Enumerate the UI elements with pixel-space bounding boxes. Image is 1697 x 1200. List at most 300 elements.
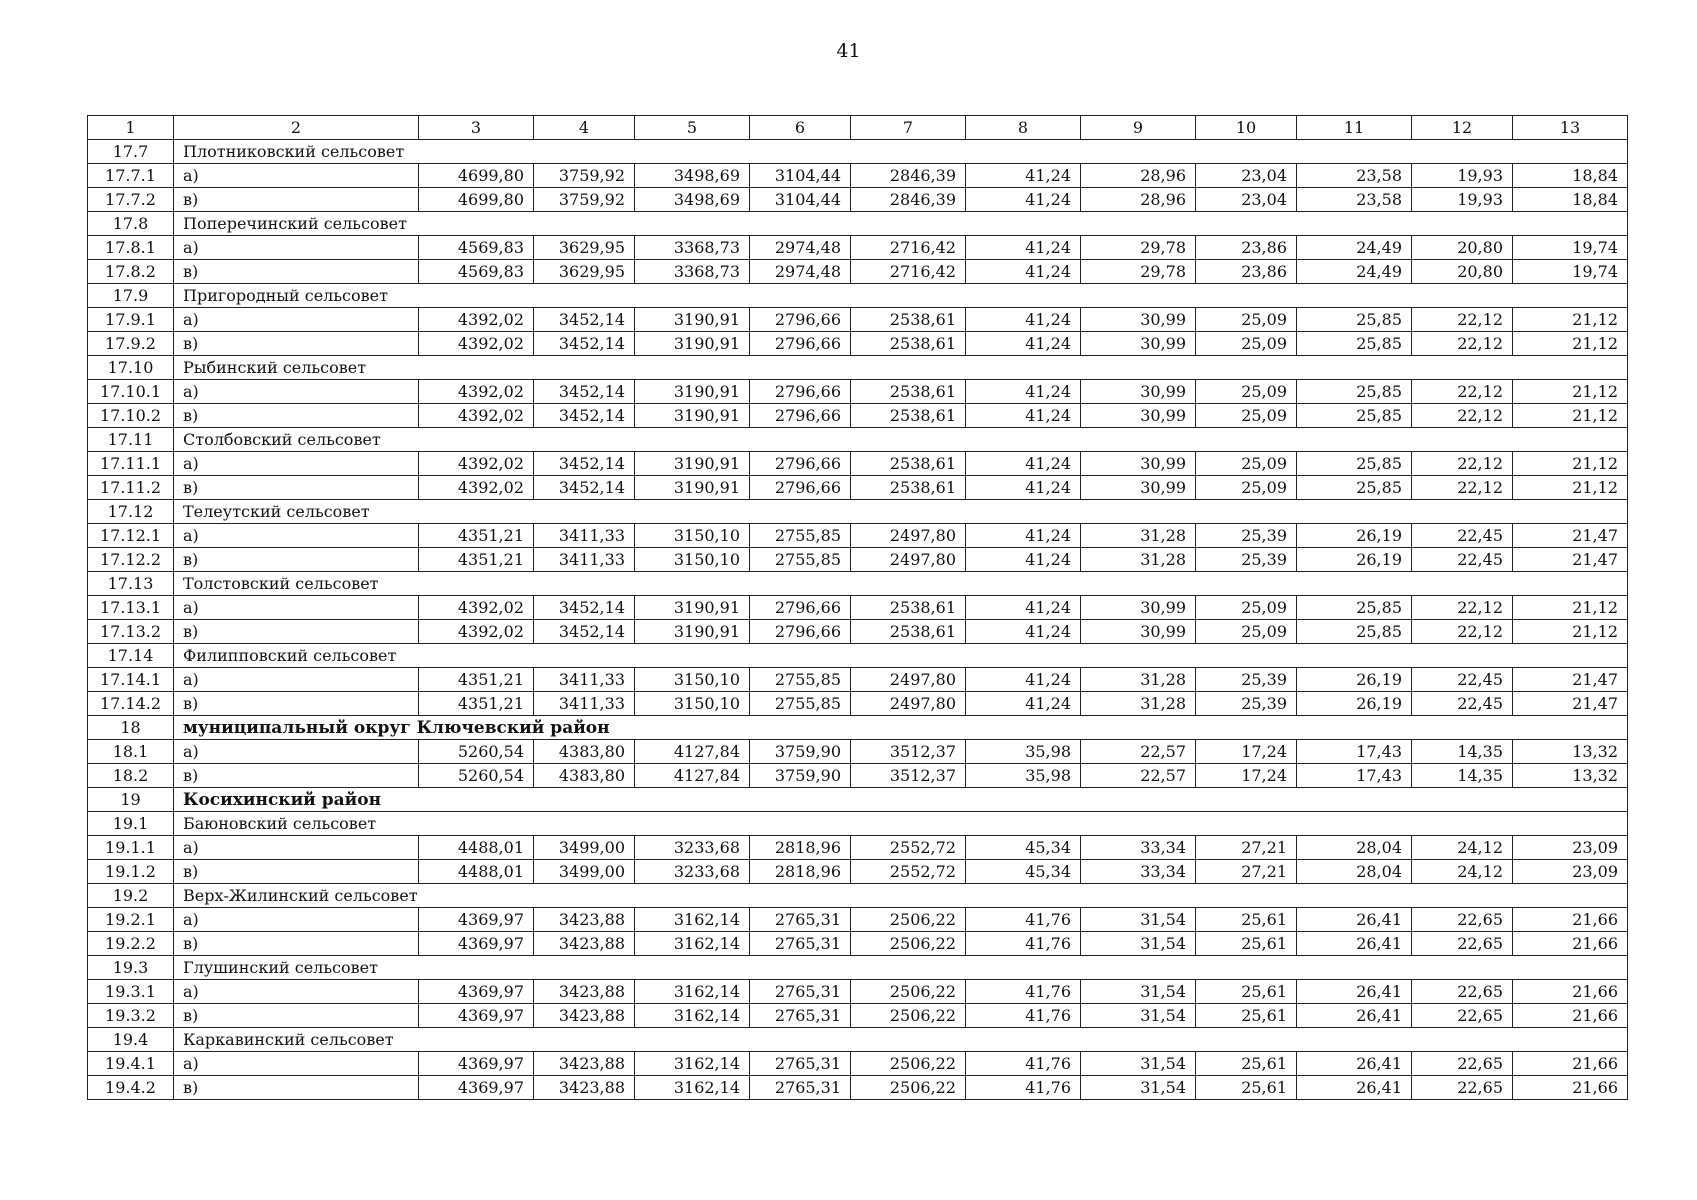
value-cell: 22,65 (1412, 908, 1513, 932)
value-cell: 24,49 (1297, 236, 1412, 260)
value-cell: 31,54 (1081, 1052, 1196, 1076)
value-cell: 41,76 (966, 1076, 1081, 1100)
value-cell: 3190,91 (635, 332, 750, 356)
row-label: а) (174, 740, 419, 764)
value-cell: 30,99 (1081, 332, 1196, 356)
row-label: в) (174, 476, 419, 500)
value-cell: 30,99 (1081, 404, 1196, 428)
value-cell: 25,39 (1196, 548, 1297, 572)
section-name: Верх-Жилинский сельсовет (174, 884, 419, 908)
row-label: а) (174, 380, 419, 404)
section-code: 17.14 (88, 644, 174, 668)
value-cell: 35,98 (966, 764, 1081, 788)
row-code: 17.7.1 (88, 164, 174, 188)
value-cell: 26,19 (1297, 668, 1412, 692)
value-cell: 3759,92 (534, 164, 635, 188)
value-cell: 3162,14 (635, 1052, 750, 1076)
header-cell: 10 (1196, 116, 1297, 140)
value-cell: 22,12 (1412, 596, 1513, 620)
value-cell: 2818,96 (750, 860, 851, 884)
value-cell: 2506,22 (851, 1052, 966, 1076)
value-cell: 26,19 (1297, 548, 1412, 572)
value-cell: 13,32 (1513, 764, 1628, 788)
value-cell: 41,24 (966, 164, 1081, 188)
value-cell: 22,65 (1412, 1004, 1513, 1028)
header-cell: 7 (851, 116, 966, 140)
value-cell: 3190,91 (635, 404, 750, 428)
value-cell: 2765,31 (750, 1076, 851, 1100)
value-cell: 3452,14 (534, 404, 635, 428)
tariff-table (87, 115, 1628, 1100)
value-cell: 4569,83 (419, 236, 534, 260)
section-name: Толстовский сельсовет (174, 572, 419, 596)
value-cell: 41,24 (966, 260, 1081, 284)
value-cell: 31,28 (1081, 548, 1196, 572)
row-code: 17.8.2 (88, 260, 174, 284)
value-cell: 21,47 (1513, 692, 1628, 716)
table-row (88, 188, 1628, 212)
value-cell: 3150,10 (635, 524, 750, 548)
value-cell: 2755,85 (750, 668, 851, 692)
table-row (88, 740, 1628, 764)
value-cell: 25,09 (1196, 308, 1297, 332)
value-cell: 2755,85 (750, 548, 851, 572)
value-cell: 21,12 (1513, 404, 1628, 428)
section-empty-cell (419, 956, 1628, 980)
value-cell: 3150,10 (635, 692, 750, 716)
value-cell: 2765,31 (750, 932, 851, 956)
section-name: Столбовский сельсовет (174, 428, 419, 452)
section-row (88, 1028, 1628, 1052)
value-cell: 4569,83 (419, 260, 534, 284)
value-cell: 21,47 (1513, 548, 1628, 572)
row-label: в) (174, 620, 419, 644)
row-code: 19.1.1 (88, 836, 174, 860)
value-cell: 26,19 (1297, 524, 1412, 548)
value-cell: 21,66 (1513, 980, 1628, 1004)
value-cell: 3452,14 (534, 620, 635, 644)
value-cell: 4392,02 (419, 308, 534, 332)
value-cell: 22,12 (1412, 404, 1513, 428)
section-code: 19 (88, 788, 174, 812)
row-code: 19.3.1 (88, 980, 174, 1004)
value-cell: 41,24 (966, 548, 1081, 572)
row-label: а) (174, 1052, 419, 1076)
value-cell: 22,57 (1081, 740, 1196, 764)
value-cell: 21,12 (1513, 620, 1628, 644)
table-row (88, 764, 1628, 788)
value-cell: 22,12 (1412, 620, 1513, 644)
header-cell: 2 (174, 116, 419, 140)
value-cell: 23,86 (1196, 260, 1297, 284)
value-cell: 3423,88 (534, 932, 635, 956)
section-row (88, 428, 1628, 452)
value-cell: 24,49 (1297, 260, 1412, 284)
value-cell: 3423,88 (534, 908, 635, 932)
table-row (88, 668, 1628, 692)
value-cell: 41,76 (966, 1004, 1081, 1028)
value-cell: 3190,91 (635, 380, 750, 404)
value-cell: 4351,21 (419, 692, 534, 716)
table-row (88, 860, 1628, 884)
row-code: 19.4.1 (88, 1052, 174, 1076)
row-label: в) (174, 860, 419, 884)
table-row (88, 164, 1628, 188)
row-code: 17.9.2 (88, 332, 174, 356)
value-cell: 2796,66 (750, 308, 851, 332)
section-name: Рыбинский сельсовет (174, 356, 419, 380)
value-cell: 2974,48 (750, 260, 851, 284)
row-label: а) (174, 236, 419, 260)
value-cell: 25,85 (1297, 452, 1412, 476)
table-row (88, 1052, 1628, 1076)
value-cell: 30,99 (1081, 620, 1196, 644)
value-cell: 3759,90 (750, 764, 851, 788)
value-cell: 2716,42 (851, 236, 966, 260)
row-code: 17.8.1 (88, 236, 174, 260)
page-number: 41 (836, 40, 861, 62)
value-cell: 3162,14 (635, 980, 750, 1004)
section-name: Баюновский сельсовет (174, 812, 419, 836)
section-code: 17.7 (88, 140, 174, 164)
value-cell: 4369,97 (419, 980, 534, 1004)
table-row (88, 332, 1628, 356)
section-row (88, 716, 1628, 740)
value-cell: 41,24 (966, 404, 1081, 428)
value-cell: 4383,80 (534, 740, 635, 764)
value-cell: 2552,72 (851, 836, 966, 860)
value-cell: 14,35 (1412, 740, 1513, 764)
value-cell: 22,12 (1412, 308, 1513, 332)
value-cell: 31,54 (1081, 932, 1196, 956)
header-cell: 12 (1412, 116, 1513, 140)
table-row (88, 404, 1628, 428)
value-cell: 24,12 (1412, 836, 1513, 860)
value-cell: 21,66 (1513, 908, 1628, 932)
value-cell: 4699,80 (419, 164, 534, 188)
value-cell: 22,45 (1412, 548, 1513, 572)
value-cell: 3150,10 (635, 668, 750, 692)
value-cell: 3512,37 (851, 764, 966, 788)
value-cell: 2497,80 (851, 524, 966, 548)
section-empty-cell (419, 1028, 1628, 1052)
row-code: 17.7.2 (88, 188, 174, 212)
table-row (88, 692, 1628, 716)
row-code: 19.2.1 (88, 908, 174, 932)
value-cell: 22,57 (1081, 764, 1196, 788)
value-cell: 3629,95 (534, 236, 635, 260)
value-cell: 3233,68 (635, 836, 750, 860)
section-code: 17.11 (88, 428, 174, 452)
value-cell: 4392,02 (419, 404, 534, 428)
value-cell: 4127,84 (635, 764, 750, 788)
row-code: 18.1 (88, 740, 174, 764)
table-row (88, 908, 1628, 932)
value-cell: 5260,54 (419, 740, 534, 764)
value-cell: 3190,91 (635, 476, 750, 500)
value-cell: 17,43 (1297, 740, 1412, 764)
value-cell: 2818,96 (750, 836, 851, 860)
section-empty-cell (419, 284, 1628, 308)
value-cell: 19,93 (1412, 164, 1513, 188)
value-cell: 28,96 (1081, 164, 1196, 188)
value-cell: 41,24 (966, 596, 1081, 620)
value-cell: 27,21 (1196, 860, 1297, 884)
value-cell: 4392,02 (419, 476, 534, 500)
value-cell: 3423,88 (534, 1076, 635, 1100)
row-label: в) (174, 932, 419, 956)
value-cell: 2765,31 (750, 1004, 851, 1028)
value-cell: 25,85 (1297, 596, 1412, 620)
table-row (88, 836, 1628, 860)
header-cell: 8 (966, 116, 1081, 140)
section-empty-cell (419, 644, 1628, 668)
value-cell: 21,12 (1513, 476, 1628, 500)
value-cell: 3190,91 (635, 452, 750, 476)
section-row (88, 500, 1628, 524)
value-cell: 3190,91 (635, 308, 750, 332)
section-name: муниципальный округ Ключевский район (174, 716, 419, 740)
value-cell: 22,65 (1412, 932, 1513, 956)
value-cell: 2796,66 (750, 596, 851, 620)
value-cell: 25,09 (1196, 332, 1297, 356)
value-cell: 22,12 (1412, 452, 1513, 476)
value-cell: 41,24 (966, 524, 1081, 548)
value-cell: 3411,33 (534, 692, 635, 716)
value-cell: 3150,10 (635, 548, 750, 572)
value-cell: 21,66 (1513, 1004, 1628, 1028)
table-row (88, 980, 1628, 1004)
section-empty-cell (419, 812, 1628, 836)
value-cell: 31,54 (1081, 1004, 1196, 1028)
row-label: а) (174, 980, 419, 1004)
value-cell: 23,04 (1196, 188, 1297, 212)
section-row (88, 884, 1628, 908)
value-cell: 4383,80 (534, 764, 635, 788)
value-cell: 25,09 (1196, 404, 1297, 428)
table-row (88, 596, 1628, 620)
value-cell: 4392,02 (419, 620, 534, 644)
table-row (88, 260, 1628, 284)
value-cell: 3411,33 (534, 668, 635, 692)
value-cell: 25,85 (1297, 620, 1412, 644)
value-cell: 3162,14 (635, 1004, 750, 1028)
value-cell: 2506,22 (851, 980, 966, 1004)
row-label: в) (174, 332, 419, 356)
value-cell: 4351,21 (419, 524, 534, 548)
row-label: а) (174, 308, 419, 332)
value-cell: 3368,73 (635, 236, 750, 260)
value-cell: 3499,00 (534, 836, 635, 860)
value-cell: 28,04 (1297, 860, 1412, 884)
value-cell: 25,39 (1196, 524, 1297, 548)
value-cell: 25,09 (1196, 380, 1297, 404)
value-cell: 17,24 (1196, 764, 1297, 788)
value-cell: 31,54 (1081, 908, 1196, 932)
row-label: в) (174, 404, 419, 428)
value-cell: 26,41 (1297, 1052, 1412, 1076)
row-label: в) (174, 188, 419, 212)
value-cell: 26,41 (1297, 1076, 1412, 1100)
value-cell: 3162,14 (635, 1076, 750, 1100)
section-code: 17.8 (88, 212, 174, 236)
value-cell: 3759,90 (750, 740, 851, 764)
value-cell: 41,76 (966, 980, 1081, 1004)
section-name: Глушинский сельсовет (174, 956, 419, 980)
value-cell: 26,41 (1297, 908, 1412, 932)
value-cell: 33,34 (1081, 836, 1196, 860)
row-code: 17.13.1 (88, 596, 174, 620)
section-code: 18 (88, 716, 174, 740)
value-cell: 3368,73 (635, 260, 750, 284)
value-cell: 2796,66 (750, 452, 851, 476)
value-cell: 4127,84 (635, 740, 750, 764)
value-cell: 2552,72 (851, 860, 966, 884)
value-cell: 4351,21 (419, 548, 534, 572)
table-row (88, 476, 1628, 500)
table-body (88, 116, 1628, 1100)
value-cell: 19,74 (1513, 236, 1628, 260)
value-cell: 25,09 (1196, 476, 1297, 500)
section-row (88, 140, 1628, 164)
value-cell: 21,12 (1513, 332, 1628, 356)
value-cell: 22,65 (1412, 980, 1513, 1004)
section-name: Каркавинский сельсовет (174, 1028, 419, 1052)
value-cell: 26,41 (1297, 932, 1412, 956)
value-cell: 41,24 (966, 668, 1081, 692)
value-cell: 28,96 (1081, 188, 1196, 212)
section-empty-cell (419, 884, 1628, 908)
value-cell: 31,28 (1081, 524, 1196, 548)
value-cell: 19,93 (1412, 188, 1513, 212)
section-code: 19.2 (88, 884, 174, 908)
value-cell: 23,58 (1297, 164, 1412, 188)
value-cell: 25,85 (1297, 476, 1412, 500)
header-cell: 4 (534, 116, 635, 140)
row-code: 17.11.2 (88, 476, 174, 500)
value-cell: 25,85 (1297, 380, 1412, 404)
value-cell: 41,76 (966, 932, 1081, 956)
row-code: 17.10.1 (88, 380, 174, 404)
value-cell: 4699,80 (419, 188, 534, 212)
value-cell: 3499,00 (534, 860, 635, 884)
value-cell: 22,65 (1412, 1076, 1513, 1100)
section-row (88, 212, 1628, 236)
value-cell: 26,19 (1297, 692, 1412, 716)
table-row (88, 524, 1628, 548)
value-cell: 3411,33 (534, 548, 635, 572)
value-cell: 22,65 (1412, 1052, 1513, 1076)
section-row (88, 572, 1628, 596)
value-cell: 4369,97 (419, 1076, 534, 1100)
value-cell: 41,24 (966, 692, 1081, 716)
value-cell: 3104,44 (750, 164, 851, 188)
table-row (88, 236, 1628, 260)
value-cell: 21,12 (1513, 308, 1628, 332)
value-cell: 41,24 (966, 332, 1081, 356)
header-cell: 1 (88, 116, 174, 140)
value-cell: 4351,21 (419, 668, 534, 692)
value-cell: 3233,68 (635, 860, 750, 884)
value-cell: 21,47 (1513, 524, 1628, 548)
section-row (88, 956, 1628, 980)
section-name: Косихинский район (174, 788, 419, 812)
value-cell: 3423,88 (534, 1052, 635, 1076)
row-label: а) (174, 668, 419, 692)
row-label: а) (174, 524, 419, 548)
table-row (88, 1076, 1628, 1100)
table-row (88, 932, 1628, 956)
value-cell: 22,45 (1412, 668, 1513, 692)
value-cell: 13,32 (1513, 740, 1628, 764)
value-cell: 3423,88 (534, 980, 635, 1004)
table-row (88, 548, 1628, 572)
section-code: 17.13 (88, 572, 174, 596)
section-name: Пригородный сельсовет (174, 284, 419, 308)
value-cell: 25,61 (1196, 908, 1297, 932)
value-cell: 2497,80 (851, 548, 966, 572)
value-cell: 21,66 (1513, 1052, 1628, 1076)
value-cell: 4369,97 (419, 908, 534, 932)
value-cell: 2796,66 (750, 476, 851, 500)
table-row (88, 308, 1628, 332)
table-row (88, 620, 1628, 644)
row-code: 19.3.2 (88, 1004, 174, 1028)
row-label: а) (174, 596, 419, 620)
section-empty-cell (419, 356, 1628, 380)
section-name: Плотниковский сельсовет (174, 140, 419, 164)
value-cell: 30,99 (1081, 308, 1196, 332)
value-cell: 23,58 (1297, 188, 1412, 212)
value-cell: 3104,44 (750, 188, 851, 212)
row-label: а) (174, 908, 419, 932)
section-name: Поперечинский сельсовет (174, 212, 419, 236)
value-cell: 26,41 (1297, 1004, 1412, 1028)
row-label: а) (174, 164, 419, 188)
value-cell: 2796,66 (750, 332, 851, 356)
row-code: 18.2 (88, 764, 174, 788)
section-code: 19.4 (88, 1028, 174, 1052)
header-cell: 5 (635, 116, 750, 140)
value-cell: 20,80 (1412, 236, 1513, 260)
section-row (88, 788, 1628, 812)
row-label: в) (174, 548, 419, 572)
value-cell: 25,61 (1196, 1076, 1297, 1100)
value-cell: 3411,33 (534, 524, 635, 548)
value-cell: 25,85 (1297, 332, 1412, 356)
value-cell: 3452,14 (534, 332, 635, 356)
value-cell: 3190,91 (635, 596, 750, 620)
value-cell: 4392,02 (419, 452, 534, 476)
value-cell: 26,41 (1297, 980, 1412, 1004)
value-cell: 2538,61 (851, 620, 966, 644)
value-cell: 4369,97 (419, 932, 534, 956)
value-cell: 25,61 (1196, 1052, 1297, 1076)
row-code: 17.14.1 (88, 668, 174, 692)
value-cell: 30,99 (1081, 476, 1196, 500)
value-cell: 2538,61 (851, 596, 966, 620)
value-cell: 31,54 (1081, 980, 1196, 1004)
value-cell: 2796,66 (750, 620, 851, 644)
value-cell: 31,28 (1081, 692, 1196, 716)
value-cell: 24,12 (1412, 860, 1513, 884)
value-cell: 2755,85 (750, 692, 851, 716)
section-name: Телеутский сельсовет (174, 500, 419, 524)
value-cell: 2538,61 (851, 476, 966, 500)
value-cell: 21,66 (1513, 932, 1628, 956)
table-header-row (88, 116, 1628, 140)
header-cell: 11 (1297, 116, 1412, 140)
